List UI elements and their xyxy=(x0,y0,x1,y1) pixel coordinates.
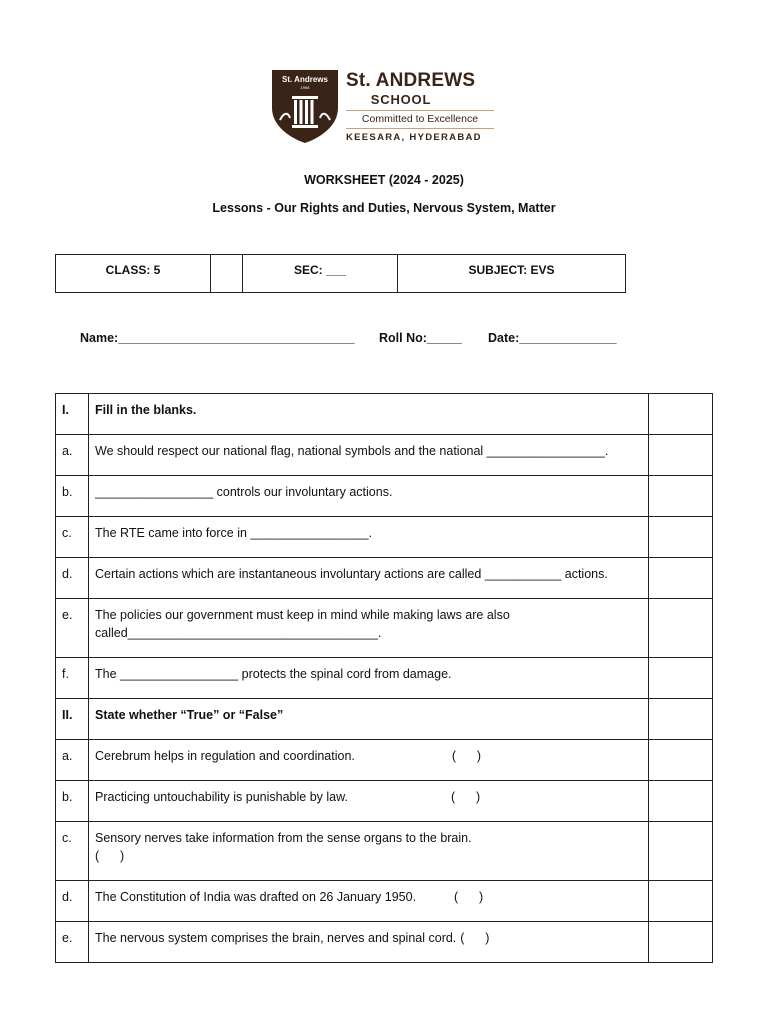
marks-cell xyxy=(649,394,713,435)
school-name-line2: SCHOOL xyxy=(370,92,432,107)
question-number: c. xyxy=(56,517,89,558)
lessons-title: Lessons - Our Rights and Duties, Nervous System, Matter xyxy=(212,201,556,215)
section-heading: State whether “True” or “False” xyxy=(89,699,649,740)
question-text: The _________________ protects the spinal cord from damage. xyxy=(89,658,649,699)
table-row xyxy=(56,435,713,476)
school-location: KEESARA, HYDERABAD xyxy=(346,132,482,143)
worksheet-title: WORKSHEET (2024 - 2025) xyxy=(304,173,464,187)
date-field[interactable]: Date:______________ xyxy=(488,331,617,345)
table-row xyxy=(56,558,713,599)
crest-year: 1998 xyxy=(300,85,310,90)
school-name-line1: St. ANDREWS xyxy=(346,70,476,91)
roll-no-field[interactable]: Roll No:_____ xyxy=(379,331,462,345)
name-field[interactable]: Name:__________________________________ xyxy=(80,331,355,345)
marks-cell xyxy=(649,599,713,658)
crest-text: St. Andrews xyxy=(282,75,328,84)
section-heading: Fill in the blanks. xyxy=(89,394,649,435)
section-number: I. xyxy=(56,394,89,435)
marks-cell xyxy=(649,558,713,599)
marks-cell xyxy=(649,922,713,963)
marks-cell xyxy=(649,740,713,781)
question-text: We should respect our national flag, national symbols and the national _________________. xyxy=(89,435,649,476)
question-number: b. xyxy=(56,781,89,822)
table-row xyxy=(56,476,713,517)
answer-blank[interactable]: ( ) xyxy=(95,849,125,863)
question-number: e. xyxy=(56,922,89,963)
answer-blank[interactable]: ( ) xyxy=(454,890,484,904)
answer-blank[interactable]: ( ) xyxy=(450,790,481,804)
question-cell xyxy=(89,922,649,963)
class-cell: CLASS: 5 xyxy=(56,255,211,293)
table-row xyxy=(56,517,713,558)
answer-blank[interactable]: ( ) xyxy=(460,931,490,945)
marks-cell xyxy=(649,435,713,476)
brand-divider xyxy=(346,110,494,111)
school-crest-icon xyxy=(270,68,340,144)
school-brand xyxy=(346,70,502,144)
answer-blank[interactable]: ( ) xyxy=(451,749,482,763)
table-row xyxy=(56,740,713,781)
question-number: f. xyxy=(56,658,89,699)
marks-cell xyxy=(649,699,713,740)
brand-divider-2 xyxy=(346,128,494,129)
question-text: The nervous system comprises the brain, nerves and spinal cord. xyxy=(95,931,457,945)
question-number: c. xyxy=(56,822,89,881)
marks-cell xyxy=(649,476,713,517)
marks-cell xyxy=(649,822,713,881)
table-row xyxy=(56,658,713,699)
table-row xyxy=(56,599,713,658)
question-number: d. xyxy=(56,558,89,599)
question-text: The policies our government must keep in mind while making laws are also called____________________________________. xyxy=(89,599,649,658)
school-tagline: Committed to Excellence xyxy=(361,113,479,125)
question-cell xyxy=(89,881,649,922)
question-number: d. xyxy=(56,881,89,922)
question-number: a. xyxy=(56,740,89,781)
table-row xyxy=(56,922,713,963)
question-text: Practicing untouchability is punishable by law. xyxy=(95,790,348,804)
question-number: a. xyxy=(56,435,89,476)
question-text: The RTE came into force in _________________. xyxy=(89,517,649,558)
section-cell: SEC: ___ xyxy=(243,255,398,293)
section-header-row xyxy=(56,699,713,740)
question-text: _________________ controls our involuntary actions. xyxy=(89,476,649,517)
question-number: e. xyxy=(56,599,89,658)
table-row xyxy=(56,822,713,881)
class-info-table xyxy=(55,254,626,293)
section-number: II. xyxy=(56,699,89,740)
marks-cell xyxy=(649,881,713,922)
question-cell xyxy=(89,740,649,781)
marks-cell xyxy=(649,658,713,699)
question-text: The Constitution of India was drafted on 26 January 1950. xyxy=(95,890,417,904)
questions-table xyxy=(55,393,713,963)
school-logo xyxy=(270,68,500,146)
table-row xyxy=(56,781,713,822)
question-cell xyxy=(89,822,649,881)
question-number: b. xyxy=(56,476,89,517)
question-cell xyxy=(89,781,649,822)
marks-cell xyxy=(649,517,713,558)
question-text: Cerebrum helps in regulation and coordination. xyxy=(95,749,355,763)
section-header-row xyxy=(56,394,713,435)
marks-cell xyxy=(649,781,713,822)
table-row xyxy=(56,881,713,922)
question-text: Sensory nerves take information from the sense organs to the brain. xyxy=(95,831,472,845)
subject-cell: SUBJECT: EVS xyxy=(398,255,626,293)
question-text: Certain actions which are instantaneous involuntary actions are called ___________ actions. xyxy=(89,558,649,599)
blank-cell xyxy=(211,255,243,293)
